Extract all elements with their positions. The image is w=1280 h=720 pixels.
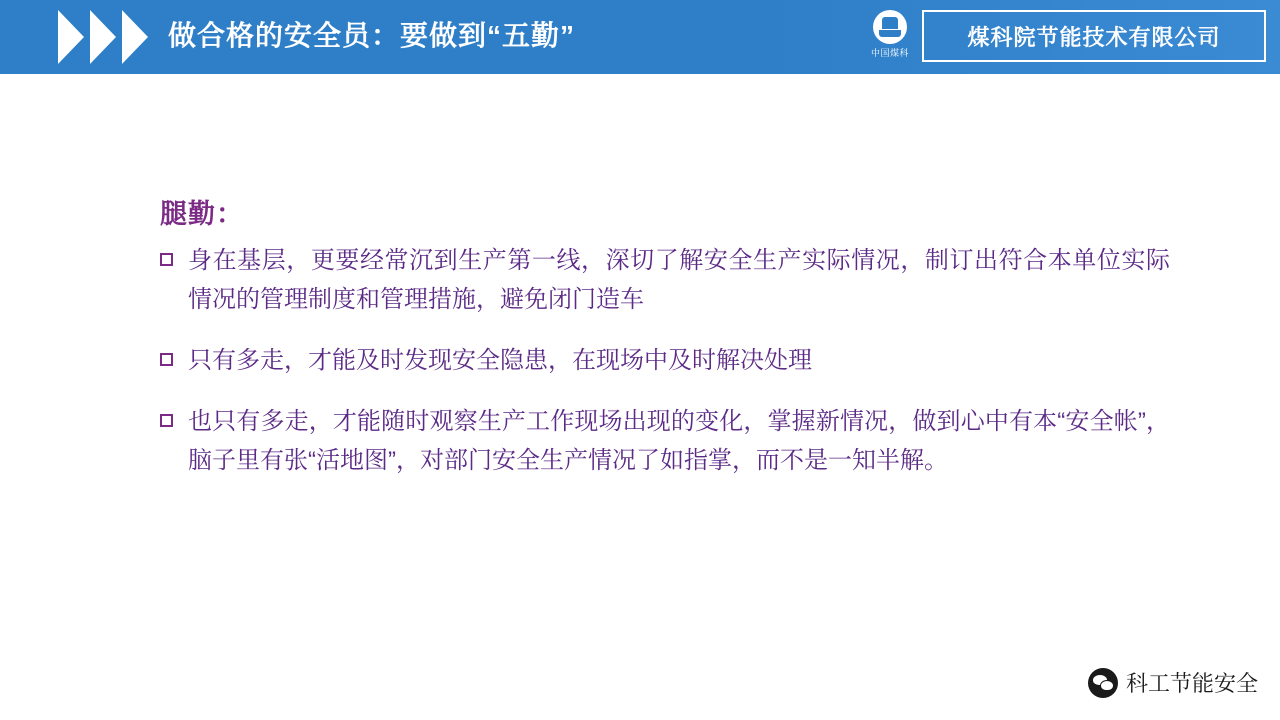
chevron-right-icon [90, 10, 116, 64]
chevron-right-icon [58, 10, 84, 64]
list-item [160, 242, 1170, 320]
bullet-list [160, 242, 1170, 502]
slide-content [0, 74, 1280, 720]
page-title: 做合格的安全员：要做到“五勤” [168, 20, 576, 51]
slide-header [0, 0, 1280, 74]
square-bullet-icon [160, 253, 173, 266]
company-logo [862, 10, 918, 66]
wechat-icon [1088, 668, 1118, 698]
chevron-decoration [58, 0, 158, 74]
logo-caption: 中国煤科 [870, 48, 909, 58]
list-item [160, 403, 1170, 481]
watermark-text: 科工节能安全 [1125, 671, 1258, 696]
coal-science-logo-icon [873, 10, 907, 44]
list-item-text: 只有多走，才能及时发现安全隐患，在现场中及时解决处理 [188, 346, 812, 374]
footer-watermark [1088, 667, 1258, 698]
square-bullet-icon [160, 353, 173, 366]
list-item-text: 身在基层，更要经常沉到生产第一线，深切了解安全生产实际情况，制订出符合本单位实际情况的管理制度和管理措施，避免闭门造车 [188, 247, 1170, 313]
square-bullet-icon [160, 414, 173, 427]
list-item-text: 也只有多走，才能随时观察生产工作现场出现的变化，掌握新情况，做到心中有本“安全帐”，脑子里有张“活地图”，对部门安全生产情况了如指掌，而不是一知半解。 [188, 407, 1170, 474]
chevron-right-icon [122, 10, 148, 64]
list-item [160, 342, 1170, 381]
section-heading: 腿勤： [160, 199, 244, 229]
company-name-box: 煤科院节能技术有限公司 [922, 10, 1266, 62]
